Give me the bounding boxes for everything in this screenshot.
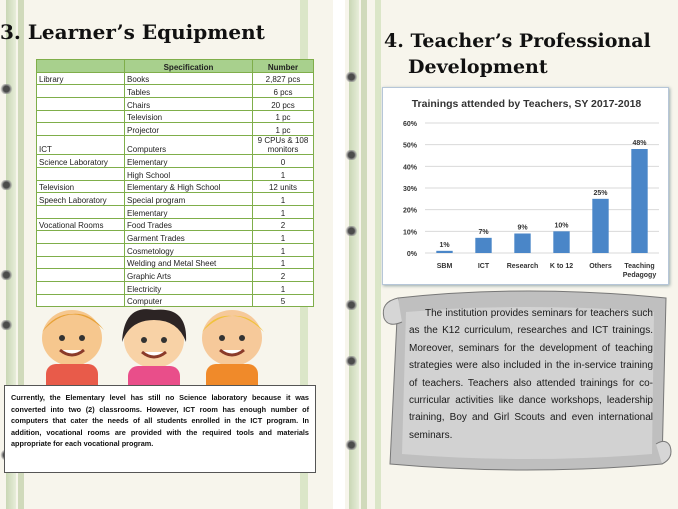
category-cell xyxy=(37,205,125,218)
y-tick-label: 10% xyxy=(402,229,417,237)
specification-cell: High School xyxy=(125,167,253,180)
table-body xyxy=(37,72,314,307)
section-heading-equipment: 3. Learner’s Equipment xyxy=(0,20,265,44)
heading-line: 4. Teacher’s Professional xyxy=(384,30,651,52)
specification-cell: Garment Trades xyxy=(125,231,253,244)
table-header-row xyxy=(37,60,314,73)
number-cell: 12 units xyxy=(253,180,314,193)
y-tick-label: 60% xyxy=(402,121,417,128)
x-tick-label: ICT xyxy=(477,263,490,270)
category-cell: Library xyxy=(37,72,125,85)
specification-cell: Special program xyxy=(125,193,253,206)
table-row xyxy=(37,269,314,282)
binder-ring-icon xyxy=(345,440,361,450)
category-cell: Science Laboratory xyxy=(37,155,125,168)
category-cell xyxy=(37,256,125,269)
x-tick-label-line: Pedagogy xyxy=(622,272,657,279)
bar xyxy=(436,251,452,253)
x-tick-label: SBM xyxy=(436,263,453,270)
number-cell: 0 xyxy=(253,155,314,168)
table-row xyxy=(37,110,314,123)
binder-ring-icon xyxy=(345,300,361,310)
table-header-cell: Number xyxy=(253,60,314,73)
binder-ring-icon xyxy=(0,180,16,190)
number-cell: 1 pc xyxy=(253,123,314,136)
category-cell: Speech Laboratory xyxy=(37,193,125,206)
bar xyxy=(592,199,608,253)
chart-plot xyxy=(383,88,670,286)
category-cell xyxy=(37,282,125,295)
specification-cell: Projector xyxy=(125,123,253,136)
category-cell xyxy=(37,167,125,180)
category-cell: ICT xyxy=(37,136,125,155)
table-row xyxy=(37,180,314,193)
left-page xyxy=(0,0,333,509)
binder-ring-icon xyxy=(0,320,16,330)
data-label: 48% xyxy=(632,140,647,147)
binder-ring-icon xyxy=(0,84,16,94)
equipment-table xyxy=(36,59,314,307)
bar xyxy=(631,149,647,253)
table-row xyxy=(37,136,314,155)
table-row xyxy=(37,167,314,180)
bar xyxy=(514,234,530,254)
x-tick-label: K to 12 xyxy=(549,263,574,270)
bar xyxy=(553,231,569,253)
table-row xyxy=(37,155,314,168)
table-row xyxy=(37,72,314,85)
specification-cell: Food Trades xyxy=(125,218,253,231)
table-row xyxy=(37,85,314,98)
specification-cell: Welding and Metal Sheet xyxy=(125,256,253,269)
table-row xyxy=(37,256,314,269)
data-label: 10% xyxy=(554,222,569,230)
number-cell: 6 pcs xyxy=(253,85,314,98)
specification-cell: Computers xyxy=(125,136,253,155)
number-cell: 5 xyxy=(253,294,314,307)
specification-cell: Books xyxy=(125,72,253,85)
specification-cell: Elementary & High School xyxy=(125,180,253,193)
specification-cell: Electricity xyxy=(125,282,253,295)
binder-stripe xyxy=(361,0,367,509)
data-label: 1% xyxy=(439,241,450,249)
equipment-note: Currently, the Elementary level has still no Science laboratory because it was converted into two (2) classrooms. However, ICT room has enough number of computers that cater the needs of all students enrolled in the ICT program. In addition, vocational rooms are provided with the required tools and materials appropriate for each vocational program. xyxy=(4,385,316,473)
section-heading-development xyxy=(384,28,651,80)
category-cell xyxy=(37,269,125,282)
x-tick-label-line: Teaching xyxy=(624,263,655,270)
bar xyxy=(475,238,491,253)
number-cell: 9 CPUs & 108 monitors xyxy=(253,136,314,155)
specification-cell: Cosmetology xyxy=(125,243,253,256)
specification-cell: Elementary xyxy=(125,205,253,218)
trainings-chart xyxy=(382,87,669,285)
number-cell: 1 xyxy=(253,167,314,180)
data-label: 25% xyxy=(593,189,608,197)
specification-cell: Elementary xyxy=(125,155,253,168)
specification-cell: Tables xyxy=(125,85,253,98)
number-cell: 1 xyxy=(253,205,314,218)
specification-cell: Graphic Arts xyxy=(125,269,253,282)
category-cell xyxy=(37,123,125,136)
x-tick-label xyxy=(623,263,657,279)
heading-line: Development xyxy=(408,56,548,78)
table-row xyxy=(37,231,314,244)
table-row xyxy=(37,123,314,136)
category-cell xyxy=(37,98,125,111)
specification-cell: Television xyxy=(125,110,253,123)
category-cell xyxy=(37,231,125,244)
data-label: 9% xyxy=(517,224,528,232)
x-tick-label: Research xyxy=(506,263,539,270)
specification-cell: Chairs xyxy=(125,98,253,111)
table-row xyxy=(37,193,314,206)
number-cell: 2,827 pcs xyxy=(253,72,314,85)
category-cell xyxy=(37,85,125,98)
table-row xyxy=(37,98,314,111)
chart-title: Trainings attended by Teachers, SY 2017-2018 xyxy=(411,98,642,110)
data-label: 7% xyxy=(478,228,489,236)
category-cell: Television xyxy=(37,180,125,193)
y-tick-label: 0% xyxy=(406,251,417,258)
y-tick-label: 20% xyxy=(402,207,417,215)
table-row xyxy=(37,205,314,218)
table-row xyxy=(37,243,314,256)
binder-ring-icon xyxy=(345,72,361,82)
binder-ring-icon xyxy=(0,270,16,280)
table-row xyxy=(37,218,314,231)
y-tick-label: 30% xyxy=(402,186,417,193)
number-cell: 1 xyxy=(253,243,314,256)
y-tick-label: 50% xyxy=(402,142,417,150)
number-cell: 1 xyxy=(253,231,314,244)
number-cell: 1 xyxy=(253,256,314,269)
binder-ring-icon xyxy=(345,150,361,160)
table-header-cell: Specification xyxy=(125,60,253,73)
table-row xyxy=(37,282,314,295)
number-cell: 2 xyxy=(253,269,314,282)
number-cell: 1 xyxy=(253,193,314,206)
binder-ring-icon xyxy=(345,356,361,366)
number-cell: 20 pcs xyxy=(253,98,314,111)
y-tick-label: 40% xyxy=(402,164,417,172)
category-cell xyxy=(37,110,125,123)
table-header-cell xyxy=(37,60,125,73)
number-cell: 2 xyxy=(253,218,314,231)
specification-cell: Computer xyxy=(125,294,253,307)
x-tick-label: Others xyxy=(589,263,612,270)
binder-ring-icon xyxy=(345,226,361,236)
number-cell: 1 pc xyxy=(253,110,314,123)
development-paragraph: The institution provides seminars for teachers such as the K12 curriculum, researches and ICT trainings. Moreover, seminars for the development of teaching strategies were also included in the in-service training of teachers. Teachers also attended trainings for co-curricular activities like dance workshops, leadership training, Boy and Girl Scouts and even international seminars. xyxy=(409,308,653,441)
number-cell: 1 xyxy=(253,282,314,295)
category-cell: Vocational Rooms xyxy=(37,218,125,231)
category-cell xyxy=(37,243,125,256)
